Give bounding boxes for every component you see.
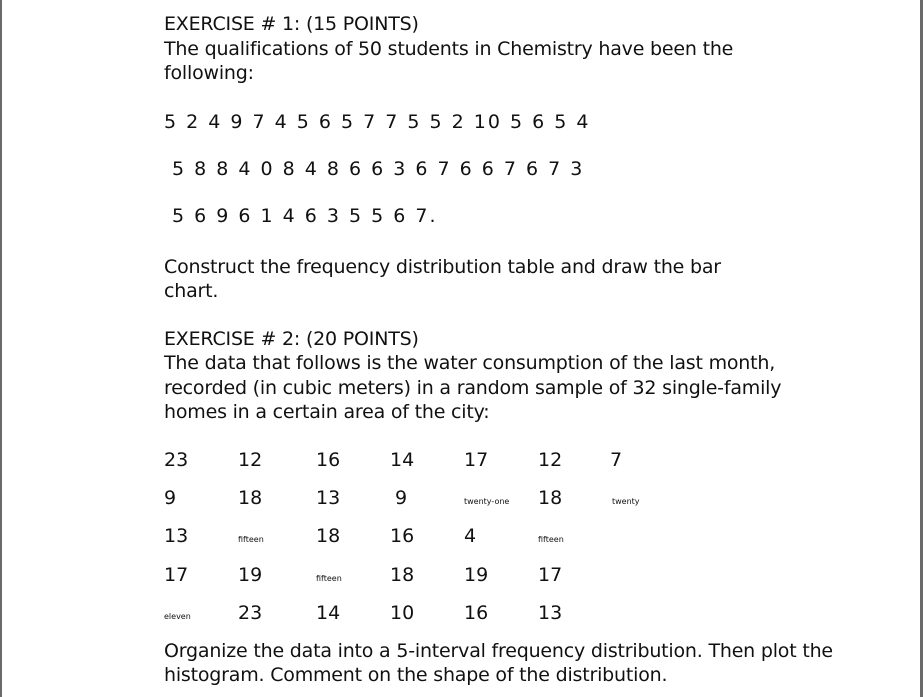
table-cell: 16 — [464, 602, 489, 624]
exercise1-intro-line2: following: — [164, 62, 254, 84]
exercise1-data-line2: 5 8 8 4 0 8 4 8 6 6 3 6 7 6 6 7 6 7 3 — [172, 158, 585, 180]
table-cell: eleven — [164, 612, 191, 621]
table-cell: 4 — [464, 525, 477, 547]
exercise1-task-line1: Construct the frequency distribution table and draw the bar — [164, 256, 721, 278]
exercise1-intro-line1: The qualifications of 50 students in Chemistry have been the — [164, 38, 734, 60]
table-cell: 10 — [390, 602, 415, 624]
table-cell: 7 — [610, 449, 623, 471]
table-cell: 9 — [164, 487, 177, 509]
table-cell: 17 — [164, 564, 189, 586]
table-cell: 18 — [316, 525, 341, 547]
table-cell: 23 — [164, 449, 189, 471]
table-cell: twenty — [612, 497, 640, 506]
table-cell: 12 — [538, 449, 563, 471]
table-cell: 14 — [390, 449, 415, 471]
table-cell: 16 — [316, 449, 341, 471]
table-cell: 18 — [538, 487, 563, 509]
table-cell: 12 — [238, 449, 263, 471]
exercise2-intro-line2: recorded (in cubic meters) in a random sample of 32 single-family — [164, 377, 782, 399]
table-cell: 17 — [538, 564, 563, 586]
exercise1-data-line1: 5 2 4 9 7 4 5 6 5 7 7 5 5 2 10 5 6 5 4 — [164, 111, 591, 133]
table-cell: fifteen — [238, 535, 264, 544]
exercise2-intro-line3: homes in a certain area of the city: — [164, 401, 490, 423]
table-cell: fifteen — [538, 535, 564, 544]
table-cell: 9 — [395, 487, 408, 509]
exercise2-heading: EXERCISE # 2: (20 POINTS) — [164, 328, 419, 350]
exercise1-task-line2: chart. — [164, 280, 219, 302]
exercise2-task-line2: histogram. Comment on the shape of the distribution. — [164, 664, 668, 686]
table-cell: 14 — [316, 602, 341, 624]
table-cell: 18 — [238, 487, 263, 509]
table-cell: 13 — [316, 487, 341, 509]
table-cell: 13 — [164, 525, 189, 547]
table-cell: 17 — [464, 449, 489, 471]
table-cell: 13 — [538, 602, 563, 624]
exercise1-data-line3: 5 6 9 6 1 4 6 3 5 5 6 7. — [172, 205, 438, 227]
page-border-left — [0, 0, 2, 697]
table-cell: fifteen — [316, 574, 342, 583]
table-cell: 19 — [238, 564, 263, 586]
exercise1-heading: EXERCISE # 1: (15 POINTS) — [164, 13, 419, 35]
table-cell: 16 — [390, 525, 415, 547]
exercise2-intro-line1: The data that follows is the water consumption of the last month, — [164, 352, 776, 374]
exercise2-task-line1: Organize the data into a 5-interval frequency distribution. Then plot the — [164, 640, 833, 662]
table-cell: 23 — [238, 602, 263, 624]
table-cell: 19 — [464, 564, 489, 586]
table-cell: twenty-one — [464, 497, 510, 506]
table-cell: 18 — [390, 564, 415, 586]
